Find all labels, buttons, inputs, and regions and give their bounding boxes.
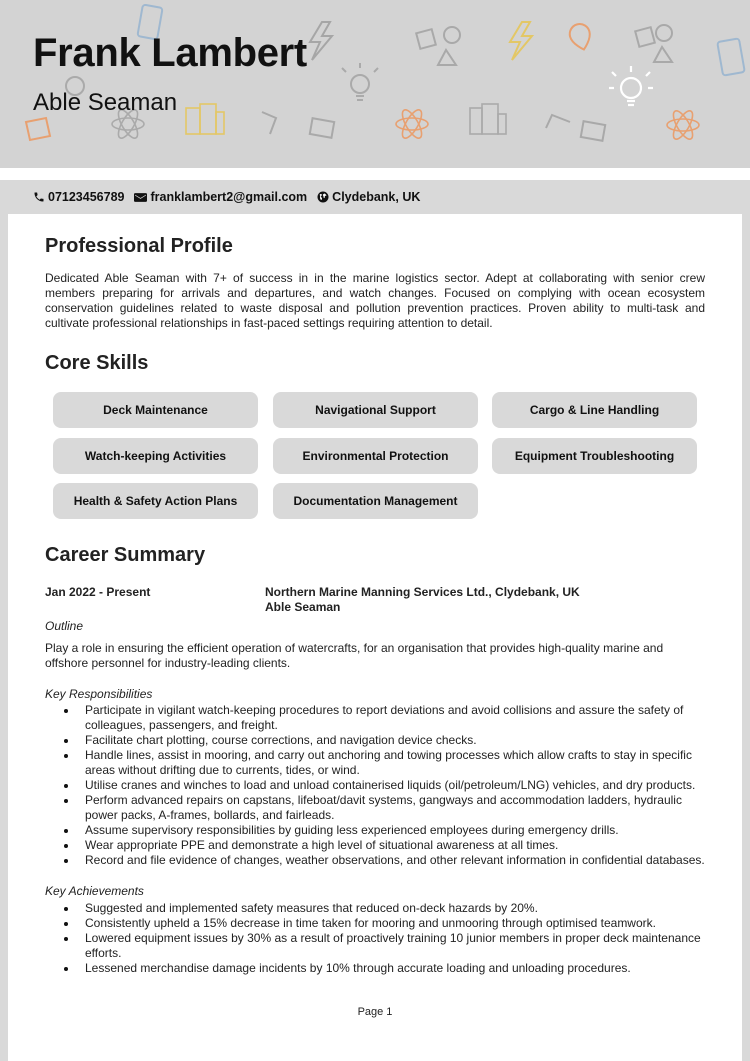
skill-chip: Navigational Support xyxy=(273,392,478,428)
header-divider xyxy=(0,168,750,180)
contact-phone[interactable] xyxy=(33,190,124,204)
list-item: Utilise cranes and winches to load and unload containerised liquids (oil/petroleum/LNG) vehicles, and dry products. xyxy=(85,778,710,793)
list-item: Suggested and implemented safety measures that reduced on-deck hazards by 20%. xyxy=(85,901,710,916)
list-item: Lowered equipment issues by 30% as a result of proactively training 10 junior members in proper deck maintenance efforts. xyxy=(85,931,710,961)
candidate-name: Frank Lambert xyxy=(33,31,307,75)
contact-email[interactable] xyxy=(134,190,307,204)
list-item: Wear appropriate PPE and demonstrate a high level of situational awareness at all times. xyxy=(85,838,710,853)
skill-chip: Environmental Protection xyxy=(273,438,478,474)
profile-heading: Professional Profile xyxy=(45,235,233,257)
outline-text: Play a role in ensuring the efficient operation of watercrafts, for an organisation that provides high-quality marine and offshore personnel for industry-leading clients. xyxy=(45,641,664,670)
candidate-role: Able Seaman xyxy=(33,89,178,116)
contact-location xyxy=(317,190,420,204)
skill-chip: Cargo & Line Handling xyxy=(492,392,697,428)
decorative-doodles xyxy=(0,0,750,168)
outline-label: Outline xyxy=(45,619,84,633)
responsibilities-label: Key Responsibilities xyxy=(45,687,153,701)
list-item: Perform advanced repairs on capstans, lifeboat/davit systems, gangways and accommodation ladders, hydraulic power packs, A-frames, bollards, and fairleads. xyxy=(85,793,710,823)
contact-bar xyxy=(0,181,750,213)
career-heading: Career Summary xyxy=(45,544,206,566)
location-text: Clydebank, UK xyxy=(332,190,421,204)
job-title: Able Seaman xyxy=(265,600,341,614)
list-item: Facilitate chart plotting, course corrections, and navigation device checks. xyxy=(85,733,710,748)
achievements-list xyxy=(85,901,710,976)
header-banner xyxy=(0,0,750,168)
email-address: franklambert2@gmail.com xyxy=(150,190,308,204)
skill-chip: Documentation Management xyxy=(273,483,478,519)
list-item: Record and file evidence of changes, weather observations, and other relevant information in confidential databases. xyxy=(85,853,710,868)
job-employer xyxy=(265,585,580,615)
skill-chip: Equipment Troubleshooting xyxy=(492,438,697,474)
job-company: Northern Marine Manning Services Ltd., Clydebank, UK xyxy=(265,585,580,599)
list-item: Participate in vigilant watch-keeping procedures to report deviations and avoid collisions and assure the safety of colleagues, passengers, and freight. xyxy=(85,703,710,733)
phone-number: 07123456789 xyxy=(48,190,125,204)
phone-icon xyxy=(33,191,45,203)
job-date: Jan 2022 - Present xyxy=(45,585,151,599)
email-icon xyxy=(134,192,147,203)
skill-chip: Health & Safety Action Plans xyxy=(53,483,258,519)
list-item: Lessened merchandise damage incidents by 10% through accurate loading and unloading procedures. xyxy=(85,961,710,976)
resume-page xyxy=(8,214,742,1061)
list-item: Handle lines, assist in mooring, and carry out anchoring and towing processes which allow crafts to stay in specific areas without drifting due to currents, tides, or wind. xyxy=(85,748,710,778)
profile-text: Dedicated Able Seaman with 7+ of success in in the marine logistics sector. Adept at collaborating with senior crew members preparing for arrivals and departures, and watch changes. Focused on complying with ocean ecosystem conservation guidelines related to waste disposal and pollution prevention practices. Proven ability to multi-task and cultivate professional relationships in fast-paced settings requiring attention to detail. xyxy=(45,271,705,330)
responsibilities-list xyxy=(85,703,710,868)
achievements-label: Key Achievements xyxy=(45,884,144,898)
skills-heading: Core Skills xyxy=(45,352,149,374)
globe-icon xyxy=(317,191,329,203)
page-number: Page 1 xyxy=(357,1006,393,1018)
list-item: Assume supervisory responsibilities by guiding less experienced employees during emergency drills. xyxy=(85,823,710,838)
skill-chip: Deck Maintenance xyxy=(53,392,258,428)
skill-chip: Watch-keeping Activities xyxy=(53,438,258,474)
list-item: Consistently upheld a 15% decrease in time taken for mooring and unmooring through optimised teamwork. xyxy=(85,916,710,931)
